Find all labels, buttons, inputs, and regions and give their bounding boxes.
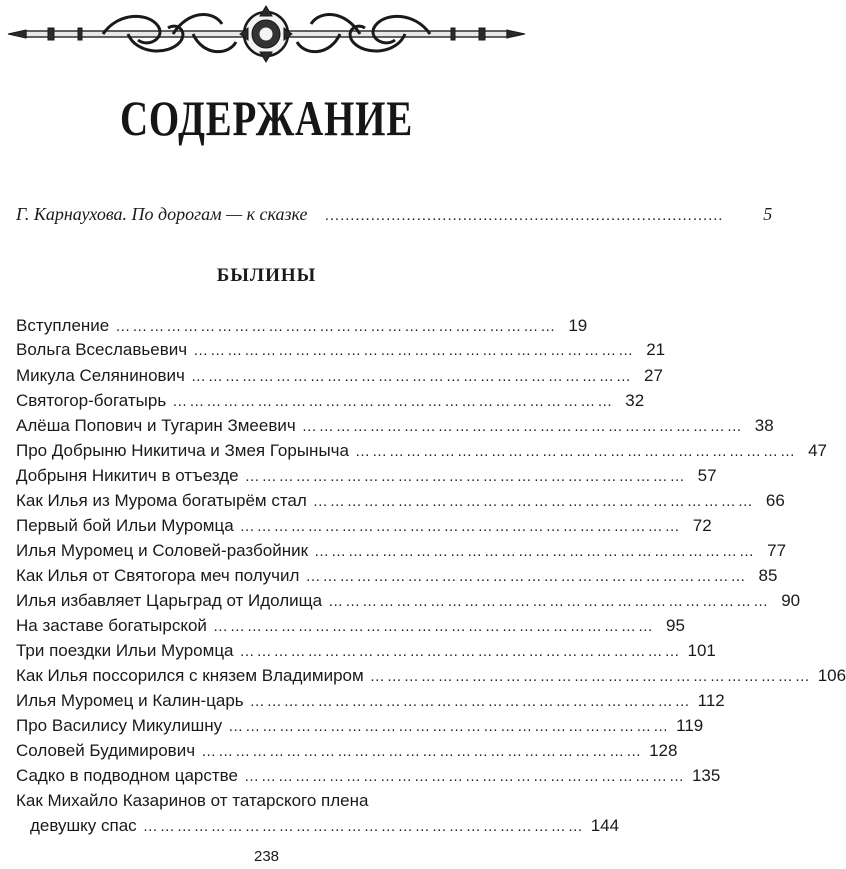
toc-entry-page: 106 — [817, 666, 846, 685]
leader-dots: …………………………………………………………………… — [115, 318, 558, 335]
toc-entry-title: Илья Муромец и Соловей-разбойник — [16, 541, 309, 560]
page-title: СОДЕРЖАНИЕ — [119, 90, 414, 146]
toc-entry-page: 72 — [692, 516, 712, 535]
toc-entry-page: 90 — [781, 591, 801, 610]
toc-entry-title: Вступление — [16, 316, 110, 335]
toc-entry-page: 135 — [691, 766, 721, 785]
section-heading: БЫЛИНЫ — [216, 265, 317, 286]
leader-dots: …………………………………………………………………… — [328, 593, 771, 610]
toc-entry-page: 95 — [666, 616, 685, 635]
toc-entry-page: 112 — [697, 691, 725, 710]
toc-entry[interactable] — [16, 413, 774, 439]
leader-dots: …………………………………………………………………… — [369, 668, 812, 685]
toc-entry[interactable] — [16, 538, 787, 564]
toc-entry-page: 77 — [767, 541, 787, 560]
toc-entry-title: Вольга Всеславьевич — [16, 340, 188, 359]
toc-entry-title: Про Василису Микулишну — [16, 716, 223, 735]
toc-entry[interactable] — [16, 337, 666, 363]
leader-dots: …………………………………………………………………… — [228, 718, 671, 735]
toc-entry-title: Илья Муромец и Калин-царь — [16, 691, 244, 710]
toc-entry[interactable] — [16, 738, 678, 764]
toc-entry[interactable] — [16, 563, 778, 589]
toc-entry[interactable] — [16, 363, 663, 389]
toc-entry[interactable] — [16, 463, 717, 489]
toc-entry-title: девушку спас — [30, 816, 137, 835]
leader-dots: …………………………………………………………………… — [354, 443, 797, 460]
header-ornament — [8, 4, 525, 64]
leader-dots: …………………………………………………………………… — [172, 393, 615, 410]
page-number: 238 — [253, 848, 280, 865]
leader-dots: …………………………………………………………………… — [314, 543, 757, 560]
toc-entry-first-line[interactable] — [16, 788, 513, 814]
toc-entry[interactable] — [16, 438, 827, 464]
toc-entry-title: Как Илья от Святогора меч получил — [16, 566, 300, 585]
leader-dots: …………………………………………………………………… — [312, 493, 755, 510]
toc-entry[interactable] — [16, 813, 620, 839]
leader-dots: …………………………………………………………………… — [239, 518, 682, 535]
leader-dots: …………………………………………………………………… — [249, 693, 692, 710]
leader-dots: …………………………………………………………………… — [212, 618, 655, 635]
toc-entry[interactable] — [16, 388, 645, 414]
toc-entry-title: Алёша Попович и Тугарин Змеевич — [16, 416, 296, 435]
toc-entry-title: Как Илья поссорился с князем Владимиром — [16, 666, 364, 685]
toc-entry[interactable] — [16, 588, 801, 614]
toc-entry[interactable] — [16, 688, 725, 714]
leader-dots: …………………………………………………………………… — [193, 342, 636, 359]
leader-dots: …………………………………………………………………… — [305, 568, 748, 585]
toc-entry-title: Святогор-богатырь — [16, 391, 167, 410]
leader-dots: …………………………………………………………………… — [301, 418, 744, 435]
toc-entry-title: Как Илья из Мурома богатырём стал — [16, 491, 307, 510]
toc-entry-page: 5 — [763, 204, 773, 224]
toc-entry[interactable] — [16, 313, 588, 339]
toc-entry-page: 21 — [646, 340, 666, 359]
toc-entry-page: 119 — [676, 716, 704, 735]
leader-dots: …………………………………………………………………… — [243, 768, 686, 785]
toc-entry[interactable] — [16, 763, 721, 789]
toc-entry-page: 57 — [697, 466, 717, 485]
toc-intro-entry[interactable] — [16, 201, 773, 227]
toc-entry[interactable] — [16, 663, 846, 689]
toc-entry-page: 47 — [808, 441, 827, 460]
toc-entry-page: 144 — [590, 816, 620, 835]
leader-dots: …………………………………………………………………… — [201, 743, 644, 760]
toc-entry-title: Г. Карнаухова. По дорогам — к сказке — [16, 204, 308, 224]
toc-entry-title: Соловей Будимирович — [16, 741, 196, 760]
toc-entry-title: Микула Селянинович — [16, 366, 185, 385]
toc-entry-page: 85 — [758, 566, 778, 585]
toc-entry-title: Добрыня Никитич в отъезде — [16, 466, 239, 485]
leader-dots: …………………………………………………………………… — [190, 368, 633, 385]
leader-dots: …………………………………………………………………… — [239, 643, 682, 660]
toc-entry[interactable] — [16, 613, 685, 639]
leader-dots: …………………………………………………………………… — [325, 208, 725, 224]
toc-entry-page: 38 — [754, 416, 774, 435]
leader-dots: …………………………………………………………………… — [244, 468, 687, 485]
toc-entry-title: Илья избавляет Царьград от Идолища — [16, 591, 323, 610]
toc-entry-title: На заставе богатырской — [16, 616, 207, 635]
toc-entry-page: 101 — [687, 641, 716, 660]
toc-entry-page: 19 — [568, 316, 588, 335]
toc-entry-page: 27 — [644, 366, 663, 385]
toc-entry[interactable] — [16, 513, 712, 539]
toc-entry[interactable] — [16, 638, 716, 664]
toc-entry-page: 128 — [649, 741, 678, 760]
toc-entry[interactable] — [16, 488, 785, 514]
toc-entry-page: 66 — [765, 491, 785, 510]
leader-dots: …………………………………………………………………… — [142, 818, 585, 835]
toc-entry-title: Про Добрыню Никитича и Змея Горыныча — [16, 441, 349, 460]
toc-entry-title: Первый бой Ильи Муромца — [16, 516, 234, 535]
toc-entry[interactable] — [16, 713, 704, 739]
toc-entry-title: Садко в подводном царстве — [16, 766, 238, 785]
toc-entry-page: 32 — [625, 391, 645, 410]
toc-entry-title: Три поездки Ильи Муромца — [16, 641, 234, 660]
toc-entry-title: Как Михайло Казаринов от татарского плена — [16, 791, 369, 810]
